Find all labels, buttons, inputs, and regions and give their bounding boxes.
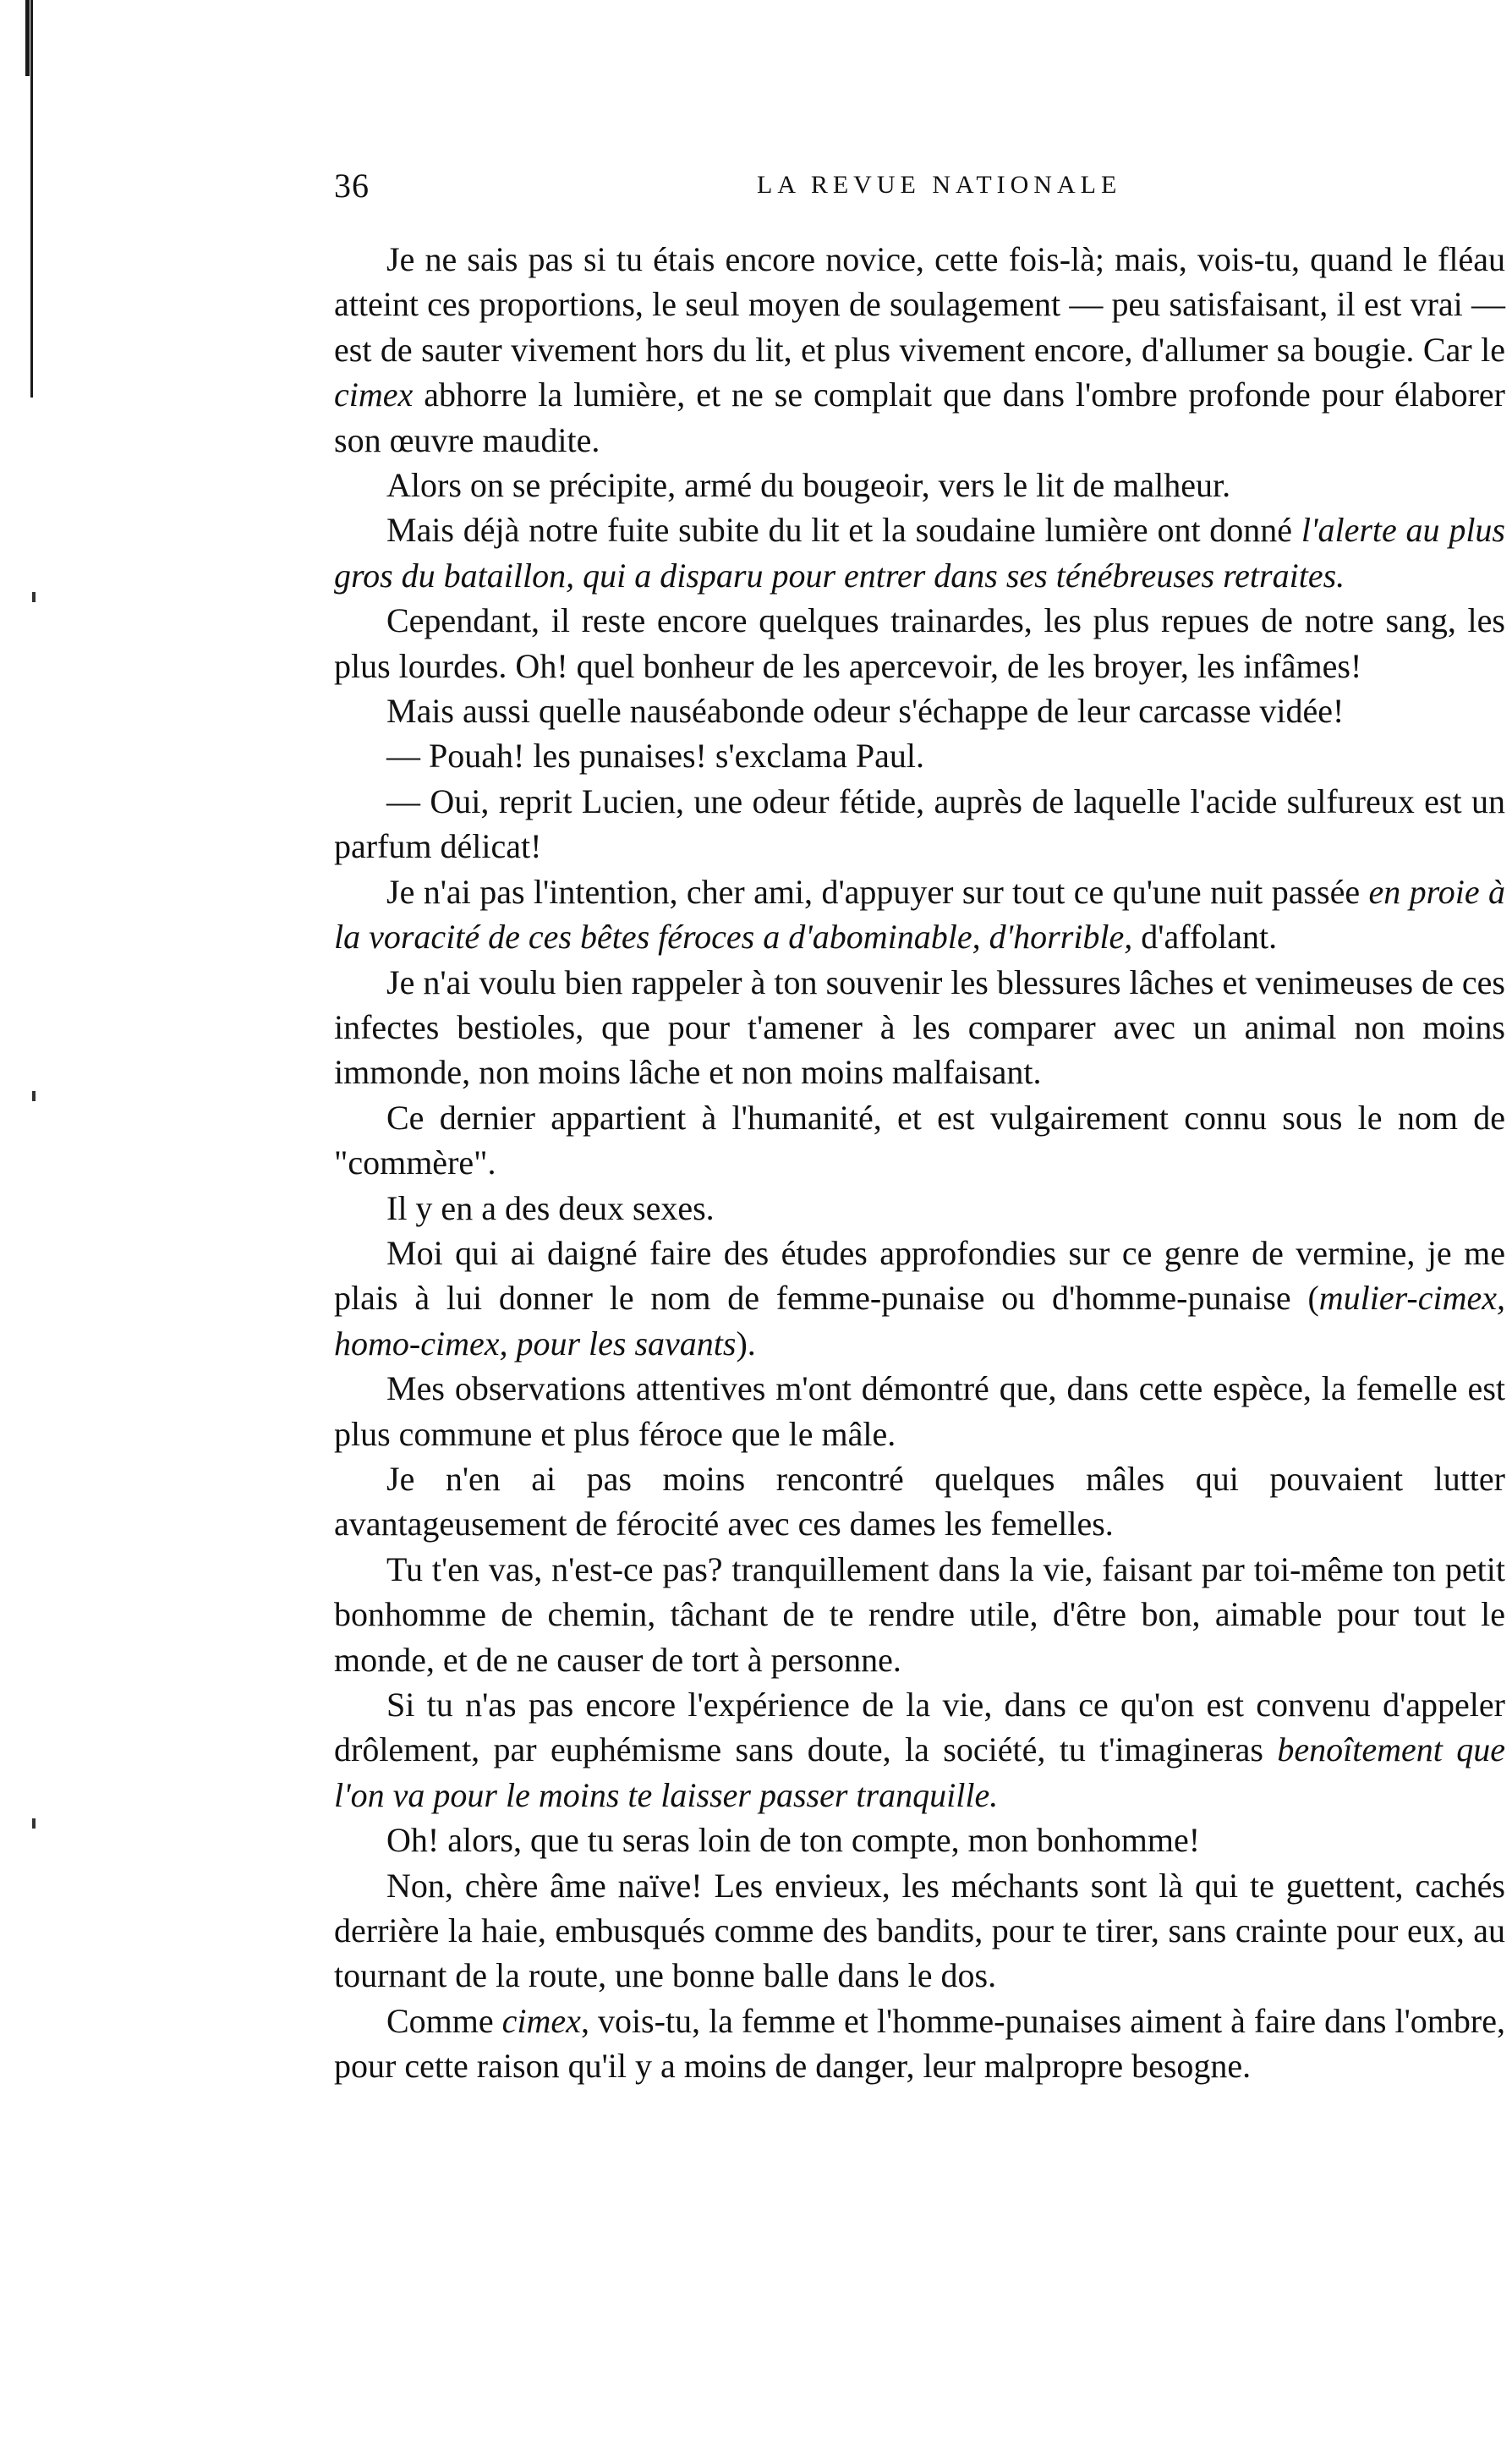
- paragraph: — Oui, reprit Lucien, une odeur fétide, auprès de laquelle l'acide sulfureux est un parfum délicat!: [334, 781, 1505, 866]
- scan-speck: [32, 1091, 36, 1101]
- paragraph: Alors on se précipite, armé du bougeoir, vers le lit de malheur.: [386, 466, 1231, 505]
- paragraph: Moi qui ai daigné faire des études approfondies sur ce genre de vermine, je me plais à lui donner le nom de femme-punaise ou d'homme-punaise (mulier-cimex, homo-cimex, pour les savants).: [334, 1233, 1505, 1363]
- scan-speck: [32, 1818, 36, 1829]
- paragraph: Mais déjà notre fuite subite du lit et la soudaine lumière ont donné l'alerte au plus gros du bataillon, qui a disparu pour entrer dans ses ténébreuses retraites.: [334, 511, 1505, 595]
- paragraph: Ce dernier appartient à l'humanité, et est vulgairement connu sous le nom de "commère".: [334, 1098, 1505, 1182]
- body-text: [334, 237, 1505, 2089]
- paragraph: Mes observations attentives m'ont démontré que, dans cette espèce, la femelle est plus commune et plus féroce que le mâle.: [334, 1369, 1505, 1453]
- scan-edge-mark: [25, 0, 30, 76]
- paragraph: Je n'en ai pas moins rencontré quelques mâles qui pouvaient lutter avantageusement de férocité avec ces dames les femelles.: [334, 1459, 1505, 1544]
- paragraph: Si tu n'as pas encore l'expérience de la vie, dans ce qu'on est convenu d'appeler drôlement, par euphémisme sans doute, la société, tu t'imagineras benoîtement que l'on va pour le moins te laisser passer tranquille.: [334, 1686, 1505, 1814]
- running-title: LA REVUE NATIONALE: [757, 171, 1122, 199]
- paragraph: Mais aussi quelle nauséabonde odeur s'échappe de leur carcasse vidée!: [386, 692, 1345, 731]
- page-number: 36: [334, 167, 370, 205]
- paragraph: Je ne sais pas si tu étais encore novice, cette fois-là; mais, vois-tu, quand le fléau atteint ces proportions, le seul moyen de soulagement — peu satisfaisant, il est vrai — est de sauter vivement hors du lit, et plus vivement encore, d'allumer sa bougie. Car le cimex abhorre la lumière, et ne se complait que dans l'ombre profonde pour élaborer son œuvre maudite.: [334, 240, 1505, 459]
- paragraph: Comme cimex, vois-tu, la femme et l'homme-punaises aiment à faire dans l'ombre, pour cette raison qu'il y a moins de danger, leur malpropre besogne.: [334, 2001, 1505, 2086]
- paragraph: Tu t'en vas, n'est-ce pas? tranquillement dans la vie, faisant par toi-même ton petit bonhomme de chemin, tâchant de te rendre utile, d'être bon, aimable pour tout le monde, et de ne causer de tort à personne.: [334, 1549, 1505, 1679]
- paragraph: Oh! alors, que tu seras loin de ton compte, mon bonhomme!: [386, 1821, 1201, 1860]
- paragraph: Non, chère âme naïve! Les envieux, les méchants sont là qui te guettent, cachés derrière la haie, embusqués comme des bandits, pour te tirer, sans crainte pour eux, au tournant de la route, une bonne balle dans le dos.: [334, 1866, 1505, 1995]
- paragraph: Il y en a des deux sexes.: [386, 1188, 715, 1227]
- paragraph: Je n'ai pas l'intention, cher ami, d'appuyer sur tout ce qu'une nuit passée en proie à la voracité de ces bêtes féroces a d'abominable, d'horrible, d'affolant.: [334, 872, 1506, 957]
- scan-edge-line: [30, 0, 33, 398]
- paragraph: Cependant, il reste encore quelques trainardes, les plus repues de notre sang, les plus lourdes. Oh! quel bonheur de les apercevoir, de les broyer, les infâmes!: [334, 601, 1505, 685]
- paragraph: Je n'ai voulu bien rappeler à ton souvenir les blessures lâches et venimeuses de ces infectes bestioles, que pour t'amener à les comparer avec un animal non moins immonde, non moins lâche et non moins malfaisant.: [334, 962, 1505, 1092]
- page-header: [334, 166, 1509, 217]
- paragraph: — Pouah! les punaises! s'exclama Paul.: [386, 737, 924, 776]
- scan-speck: [32, 592, 36, 602]
